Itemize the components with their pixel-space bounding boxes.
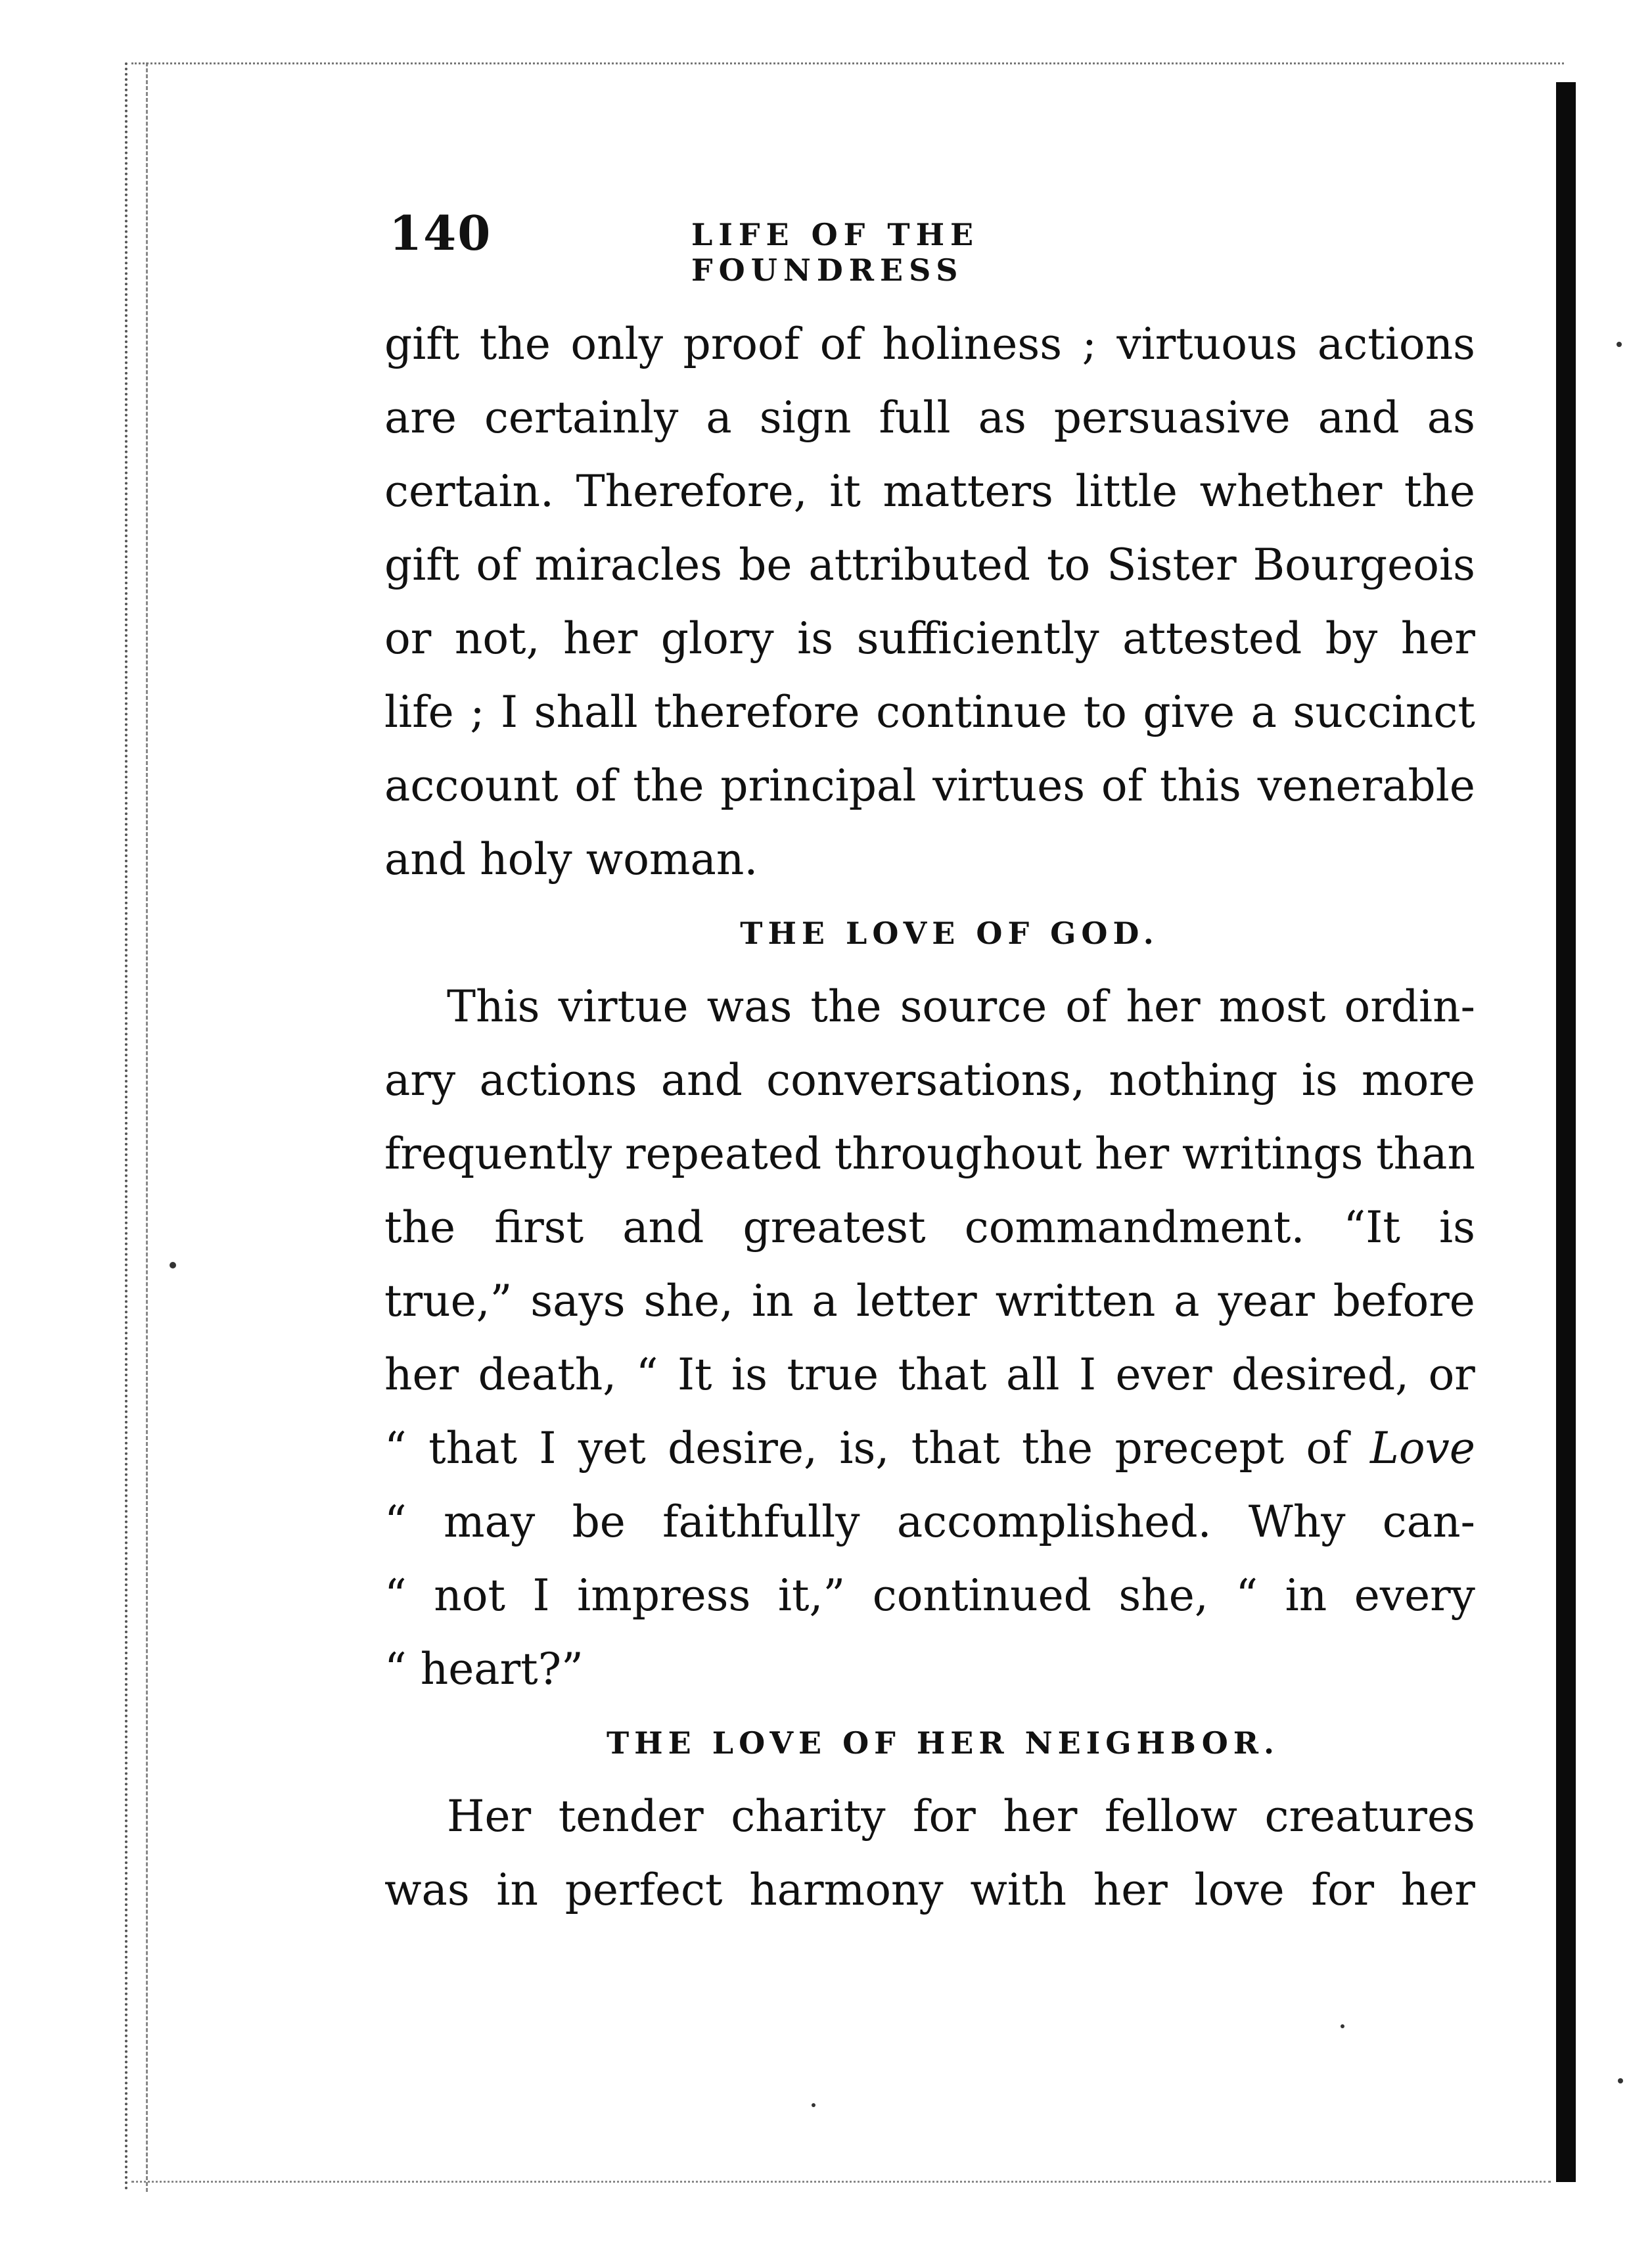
paragraph-3 <box>384 1780 1475 1927</box>
word: in <box>1285 1570 1327 1621</box>
word: full <box>879 392 951 443</box>
word: not, <box>454 613 540 664</box>
section-heading-love-of-neighbor: THE LOVE OF HER NEIGHBOR. <box>606 1725 1280 1761</box>
word: her <box>1400 613 1475 664</box>
word: the <box>479 319 551 369</box>
word: continued <box>872 1570 1091 1621</box>
word: yet <box>578 1423 646 1474</box>
word: throughout <box>834 1128 1082 1179</box>
word: sufficiently <box>856 613 1099 664</box>
word: virtuous <box>1116 319 1298 369</box>
word: are <box>384 392 457 443</box>
word: for <box>913 1791 976 1842</box>
scan-speck <box>1617 342 1622 347</box>
word: matters <box>883 466 1053 517</box>
text-line <box>384 749 1475 823</box>
word: actions <box>479 1055 637 1105</box>
word: miracles <box>534 540 723 590</box>
word: repeated <box>625 1128 822 1179</box>
word: the <box>810 981 882 1032</box>
paragraph-2 <box>384 970 1475 1706</box>
word: creatures <box>1264 1791 1475 1842</box>
paragraph-1 <box>384 308 1475 896</box>
word: of <box>476 540 518 590</box>
word: as <box>978 392 1026 443</box>
word: impress <box>577 1570 751 1621</box>
word: true,” <box>384 1276 513 1326</box>
word: is, <box>839 1423 890 1474</box>
word: I <box>501 687 518 737</box>
text-line <box>384 1191 1475 1265</box>
text-line-with-italic <box>384 1412 1475 1485</box>
word: certainly <box>484 392 679 443</box>
word: and <box>1318 392 1400 443</box>
text-line <box>384 1265 1475 1338</box>
word: death, <box>478 1349 617 1400</box>
word: precept <box>1114 1423 1285 1474</box>
word: the <box>1404 466 1475 517</box>
word: written <box>995 1276 1156 1326</box>
word: conversations, <box>766 1055 1086 1105</box>
word: faithfully <box>662 1497 860 1547</box>
text-line <box>384 1780 1475 1853</box>
word: every <box>1354 1570 1475 1621</box>
word: first <box>494 1202 584 1253</box>
word: actions <box>1317 319 1475 369</box>
word: “ <box>384 1423 407 1474</box>
scan-speck <box>170 1262 176 1268</box>
word: It <box>677 1349 712 1400</box>
word: a <box>1250 687 1277 737</box>
word: harmony <box>749 1865 944 1915</box>
word: sign <box>759 392 852 443</box>
word: writings <box>1182 1128 1364 1179</box>
word: she, <box>643 1276 734 1326</box>
word: her <box>563 613 638 664</box>
word: Therefore, <box>576 466 808 517</box>
word: all <box>1005 1349 1060 1400</box>
bottom-page-edge <box>131 2181 1551 2183</box>
word: frequently <box>384 1128 612 1179</box>
word: “ <box>635 1349 658 1400</box>
word: therefore <box>654 687 860 737</box>
scan-speck <box>812 2103 815 2107</box>
word: be <box>572 1497 626 1547</box>
top-page-edge <box>131 62 1564 64</box>
word: a <box>812 1276 838 1326</box>
text-line <box>384 381 1475 455</box>
word: the <box>633 760 704 811</box>
word: than <box>1376 1128 1475 1179</box>
scan-speck <box>1618 2078 1623 2083</box>
page-number: 140 <box>389 205 492 261</box>
text-line <box>384 1044 1475 1117</box>
scan-speck <box>1341 2024 1344 2028</box>
word: her <box>384 1349 459 1400</box>
word: Why <box>1248 1497 1346 1547</box>
word: that <box>911 1423 1000 1474</box>
section-heading-love-of-god: THE LOVE OF GOD. <box>740 916 1159 951</box>
word: succinct <box>1293 687 1475 737</box>
word: a <box>1174 1276 1200 1326</box>
word: “ <box>384 1570 407 1621</box>
text-line <box>384 528 1475 602</box>
word: account <box>384 760 559 811</box>
text-line: “ heart?” <box>384 1644 584 1694</box>
word: is <box>1438 1202 1475 1253</box>
word: commandment. <box>964 1202 1305 1253</box>
word: a <box>706 392 732 443</box>
word: and <box>660 1055 743 1105</box>
word: or <box>384 613 432 664</box>
text-line <box>384 308 1475 381</box>
text-line <box>384 676 1475 749</box>
word: I <box>1079 1349 1097 1400</box>
left-page-edge <box>125 62 148 2192</box>
word: whether <box>1199 466 1383 517</box>
word: not <box>434 1570 506 1621</box>
word: Her <box>447 1791 532 1842</box>
word: this <box>1159 760 1241 811</box>
word: of <box>1306 1423 1348 1474</box>
word: proof <box>683 319 800 369</box>
running-head <box>389 205 1243 288</box>
word: little <box>1075 466 1178 517</box>
text-line: and holy woman. <box>384 834 758 885</box>
word: the <box>1021 1423 1093 1474</box>
word: desired, <box>1231 1349 1410 1400</box>
word: her <box>1095 1128 1170 1179</box>
word: love <box>1194 1865 1285 1915</box>
word: ; <box>1082 319 1097 369</box>
word: only <box>570 319 664 369</box>
word: it,” <box>777 1570 846 1621</box>
word: or <box>1428 1349 1475 1400</box>
word: holiness <box>882 319 1063 369</box>
text-line <box>384 1853 1475 1927</box>
word: ary <box>384 1055 456 1105</box>
word: that <box>428 1423 518 1474</box>
word: nothing <box>1109 1055 1278 1105</box>
word: before <box>1333 1276 1475 1326</box>
word: “It <box>1343 1202 1400 1253</box>
word: in <box>751 1276 794 1326</box>
word: true <box>787 1349 879 1400</box>
word: Sister <box>1107 540 1237 590</box>
word: is <box>1301 1055 1338 1105</box>
word: may <box>444 1497 536 1547</box>
word: “ <box>384 1497 407 1547</box>
word: certain. <box>384 466 555 517</box>
word: year <box>1218 1276 1315 1326</box>
word: be <box>739 540 792 590</box>
word: gift <box>384 319 460 369</box>
word: fellow <box>1105 1791 1237 1842</box>
word: her <box>1400 1865 1475 1915</box>
word: by <box>1325 613 1378 664</box>
word: attributed <box>808 540 1031 590</box>
word: shall <box>534 687 638 737</box>
word: venerable <box>1257 760 1475 811</box>
word: can- <box>1382 1497 1475 1547</box>
word: I <box>532 1570 550 1621</box>
word: of <box>819 319 862 369</box>
word: Bourgeois <box>1252 540 1475 590</box>
word: gift <box>384 540 460 590</box>
text-line <box>384 1485 1475 1559</box>
binding-shadow-bar <box>1556 82 1576 2182</box>
word: as <box>1427 392 1475 443</box>
word: principal <box>720 760 917 811</box>
word: perfect <box>564 1865 723 1915</box>
word: This <box>447 981 540 1032</box>
text-line <box>384 970 1475 1044</box>
word: continue <box>876 687 1068 737</box>
word: more <box>1362 1055 1475 1105</box>
word: she, <box>1118 1570 1208 1621</box>
word: was <box>384 1865 470 1915</box>
word: of <box>1065 981 1108 1032</box>
word: letter <box>856 1276 977 1326</box>
word: virtue <box>558 981 689 1032</box>
text-line <box>384 455 1475 528</box>
word: is <box>797 613 834 664</box>
word: was <box>706 981 792 1032</box>
word: it <box>829 466 861 517</box>
word: in <box>496 1865 539 1915</box>
text-line <box>384 602 1475 676</box>
word: attested <box>1122 613 1302 664</box>
word: of <box>574 760 617 811</box>
word: most <box>1218 981 1326 1032</box>
word: virtues <box>932 760 1086 811</box>
word: to <box>1083 687 1127 737</box>
word: says <box>530 1276 626 1326</box>
running-title: LIFE OF THE FOUNDRESS <box>691 217 980 288</box>
word: accomplished. <box>896 1497 1212 1547</box>
word: of <box>1101 760 1144 811</box>
word: her <box>1126 981 1201 1032</box>
word: glory <box>660 613 774 664</box>
word: tender <box>558 1791 704 1842</box>
word: to <box>1047 540 1091 590</box>
word: is <box>731 1349 768 1400</box>
body-text <box>384 308 1475 1927</box>
word: with <box>970 1865 1067 1915</box>
word: her <box>1003 1791 1078 1842</box>
word: life <box>384 687 454 737</box>
word: desire, <box>668 1423 817 1474</box>
word: and <box>622 1202 704 1253</box>
word: source <box>900 981 1047 1032</box>
word: for <box>1311 1865 1375 1915</box>
word: “ <box>1235 1570 1258 1621</box>
word: I <box>539 1423 557 1474</box>
word: ordin- <box>1344 981 1475 1032</box>
italic-word-love: Love <box>1370 1423 1475 1474</box>
text-line <box>384 1559 1475 1633</box>
text-line <box>384 1117 1475 1191</box>
word: give <box>1143 687 1235 737</box>
word: her <box>1093 1865 1168 1915</box>
word: ; <box>470 687 485 737</box>
text-line <box>384 1338 1475 1412</box>
word: charity <box>731 1791 886 1842</box>
word: the <box>384 1202 456 1253</box>
word: ever <box>1115 1349 1212 1400</box>
word: persuasive <box>1053 392 1291 443</box>
word: that <box>898 1349 987 1400</box>
word: greatest <box>743 1202 926 1253</box>
